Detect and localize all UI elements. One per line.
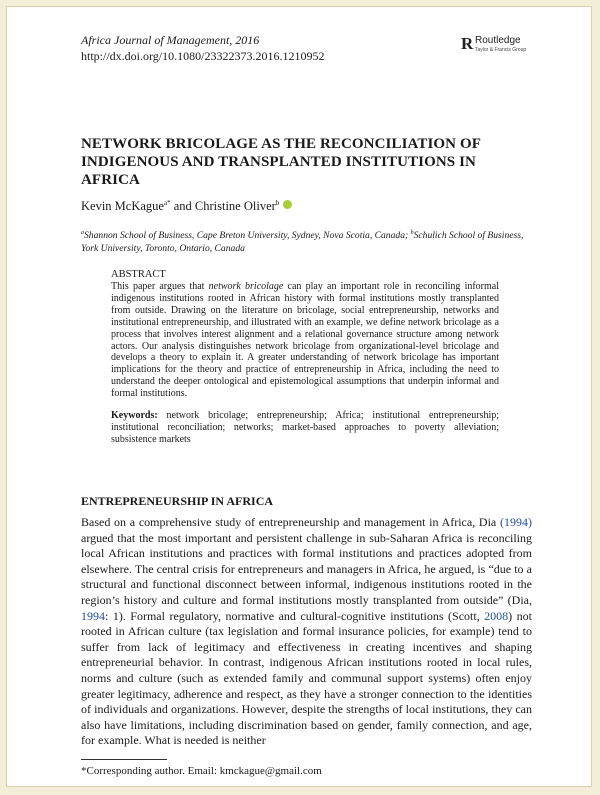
affiliation-text: Shannon School of Business, Cape Breton University, Sydney, Nova Scotia, Canada;: [84, 230, 411, 242]
abstract-heading: ABSTRACT: [111, 269, 166, 280]
abstract-block: [111, 269, 499, 446]
abstract-text-part: can play an important role in reconciling informal indigenous institutions rooted in African history with formal institutions mostly transplanted from outside. Drawing on the literature on bricolage, social entrepreneurship, networks and institutional entrepreneurship, and illustrated with an example, we define network bricolage as a process that involves interest alignment and a relational governance structure among network actors. Our analysis distinguishes network bricolage from organizational-level bricolage and develops a theory to explain it. A greater understanding of network bricolage has important implications for the theory and practice of entrepreneurship in Africa, including the need to understand the deeper ontological and epistemological assumptions that underpin informal and formal institutions.: [111, 281, 499, 400]
author-superscript: b: [275, 199, 280, 207]
doi-link[interactable]: http://dx.doi.org/10.1080/23322373.2016.1210952: [81, 49, 325, 63]
article-title: NETWORK BRICOLAGE AS THE RECONCILIATION OF INDIGENOUS AND TRANSPLANTED INSTITUTIONS IN AFRICA: [81, 136, 481, 188]
abstract-text-part: This paper argues that: [111, 281, 209, 292]
citation-link[interactable]: 2008: [484, 608, 509, 623]
abstract-text: [111, 281, 499, 400]
author-list: [81, 199, 292, 214]
publisher-subtitle: Taylor & Francis Group: [475, 47, 527, 53]
author-name: Kevin McKague: [81, 199, 164, 214]
affiliations: [81, 227, 531, 255]
body-paragraph: [81, 515, 532, 749]
corresponding-author-footnote: *Corresponding author. Email: kmckague@gmail.com: [81, 765, 322, 777]
body-text-part: argued that the most important and persistent challenge in sub-Saharan Africa is reconciling local African institutions and practices with formal institutions and practices adopted from elsewhere. The central crisis for entrepreneurs and managers in Africa, he argued, is “due to a structural and functional disconnect between informal, indigenous institutions rooted in the region’s history and culture and formal institutions mostly transplanted from outside” (Dia,: [81, 530, 532, 607]
body-text-part: Based on a comprehensive study of entrepreneurship and management in Africa, Dia: [81, 515, 500, 529]
affiliation-text: Schulich School of Business, York University, Toronto, Ontario, Canada: [81, 230, 524, 255]
citation-link[interactable]: 1994: [81, 608, 105, 623]
routledge-logo-icon: R: [461, 34, 474, 53]
article-page: [7, 7, 593, 788]
citation-link[interactable]: (1994): [500, 515, 532, 529]
journal-citation: Africa Journal of Management, 2016: [81, 33, 260, 47]
page-frame: [6, 6, 592, 787]
body-text-part: : 1). Formal regulatory, normative and cultural-cognitive institutions (Scott,: [105, 608, 485, 623]
abstract-emphasis: network bricolage: [208, 281, 284, 292]
author-superscript: a*: [163, 199, 171, 207]
body-text-part: ) not rooted in African culture (tax legislation and formal insurance policies, for example) tend to suffer from lack of legitimacy and effectiveness in creating incentives and shaping entrepreneurial behavior. In contrast, indigenous African institutions rooted in local rules, norms and culture (such as extended family and communal support systems) often enjoy greater legitimacy, adherence and respect, as they have a stronger connection to the identities of individuals and organizations. However, despite the strengths of local institutions, they can also have limitations, including discrimination based on gender, family connection, and age, for example. What is needed is neither: [81, 608, 532, 748]
author-separator: and: [170, 199, 195, 214]
section-heading: ENTREPRENEURSHIP IN AFRICA: [81, 494, 274, 508]
author-name: Christine Oliver: [194, 199, 276, 214]
keywords-label: Keywords:: [111, 410, 158, 422]
keywords-list: network bricolage; entrepreneurship; Africa; institutional entrepreneurship; institutional reconciliation; networks; market-based approaches to poverty alleviation; subsistence markets: [111, 410, 500, 445]
footnote-divider: [81, 759, 167, 760]
publisher-name: Routledge: [475, 35, 521, 46]
affiliation-marker: b: [410, 230, 414, 236]
keywords: [111, 410, 499, 446]
affiliation-marker: a: [81, 230, 84, 236]
orcid-icon[interactable]: [283, 200, 292, 209]
